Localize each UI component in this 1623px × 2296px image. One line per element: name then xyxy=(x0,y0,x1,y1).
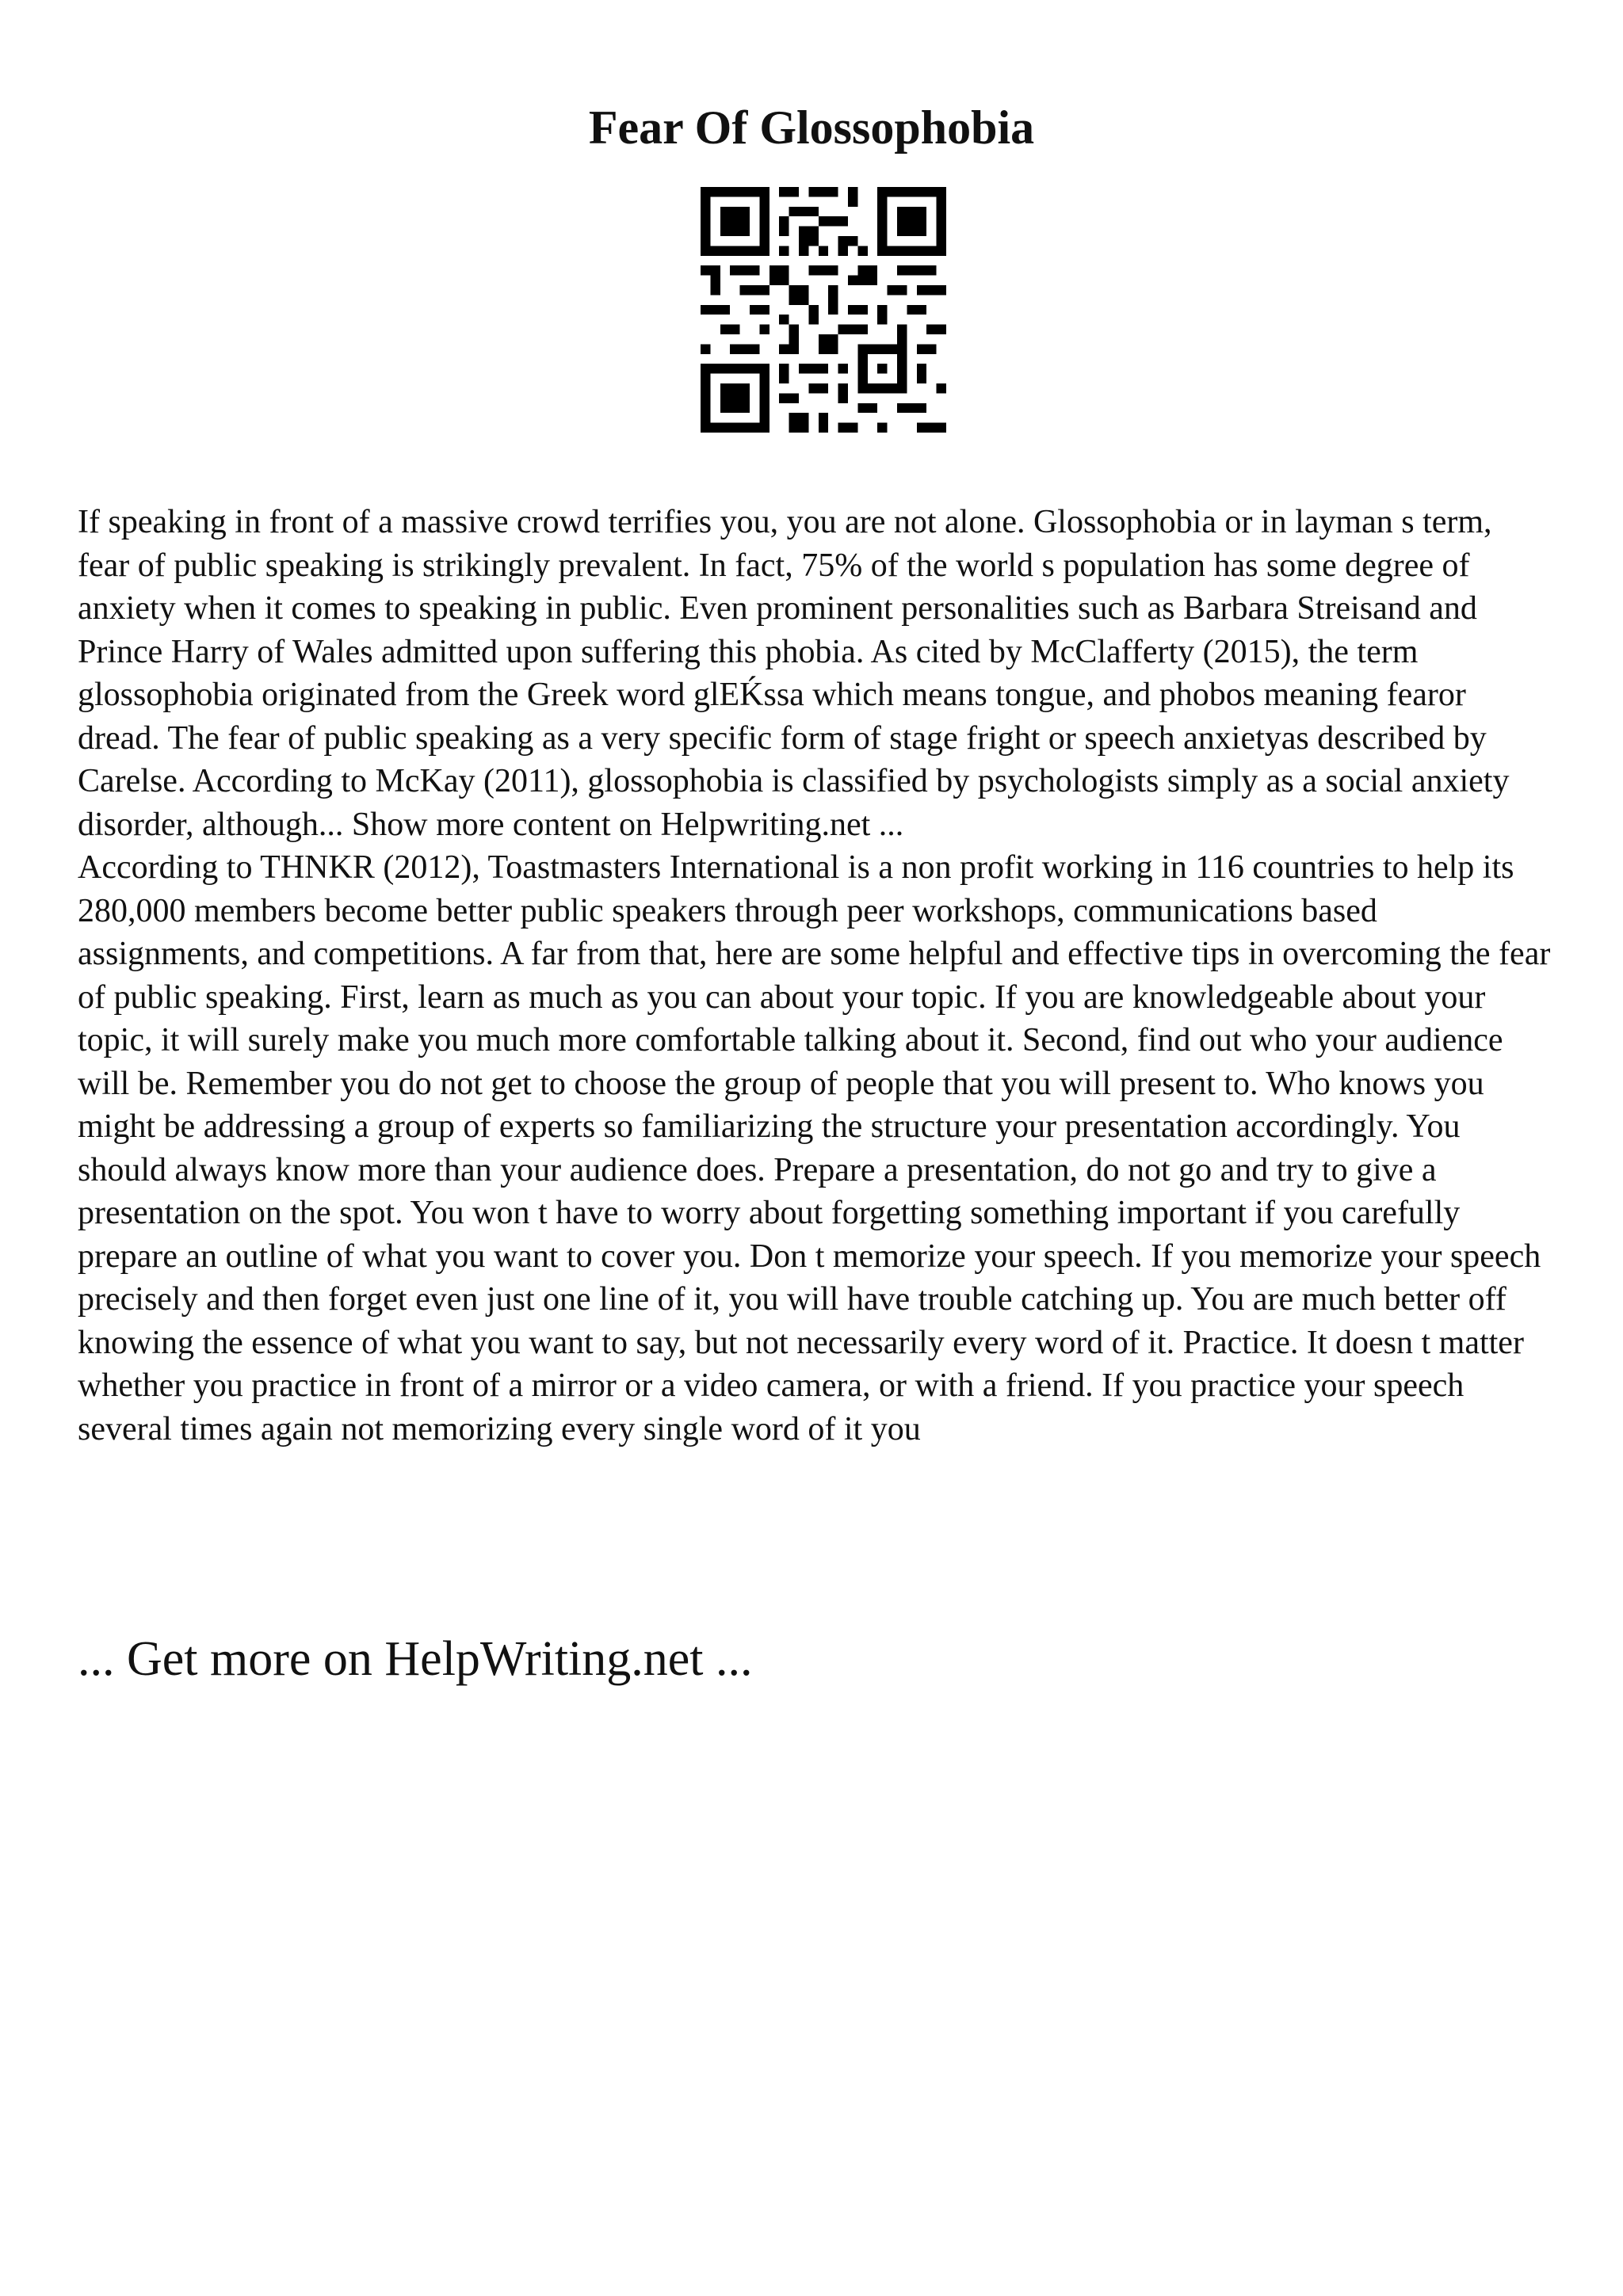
paragraph-tips: According to THNKR (2012), Toastmasters International is a non profit working in 116 countries to help its 280,000 members become better public speakers through peer workshops, communications based assignments, and competitions. A far from that, here are some helpful and effective tips in overcoming the fear of public speaking. First, learn as much as you can about your topic. If you are knowledgeable about your topic, it will surely make you much more comfortable talking about it. Second, find out who your audience will be. Remember you do not get to choose the group of people that you will present to. Who knows you might be addressing a group of experts so familiarizing the structure your presentation accordingly. You should always know more than your audience does. Prepare a presentation, do not go and try to give a presentation on the spot. You won t have to worry about forgetting something important if you carefully prepare an outline of what you want to cover you. Don t memorize your speech. If you memorize your speech precisely and then forget even just one line of it, you will have trouble catching up. You are much better off knowing the essence of what you want to say, but not necessarily every word of it. Practice. It doesn t matter whether you practice in front of a mirror or a video camera, or with a friend. If you practice your speech several times again not memorizing every single word of it you xyxy=(78,849,1551,1447)
qr-code-icon[interactable] xyxy=(701,187,946,433)
paragraph-intro: If speaking in front of a massive crowd terrifies you, you are not alone. Glossophobia or in layman s term, fear of public speaking is strikingly prevalent. In fact, 75% of the world s population has some degree of anxiety when it comes to speaking in public. Even prominent personalities such as Barbara Streisand and Prince Harry of Wales admitted upon suffering this phobia. As cited by McClafferty (2015), the term glossophobia originated from the Greek word glEḰssa which means tongue, and phobos meaning fearor dread. The fear of public speaking as a very specific form of stage fright or speech anxietyas described by Carelse. According to McKay (2011), glossophobia is classified by psychologists simply as a social anxiety disorder, although... Show more content on Helpwriting.net ... xyxy=(78,504,1510,843)
article-body xyxy=(78,501,1552,1451)
page-title: Fear Of Glossophobia xyxy=(588,101,1035,154)
get-more-link[interactable]: ... Get more on HelpWriting.net ... xyxy=(78,1632,753,1686)
